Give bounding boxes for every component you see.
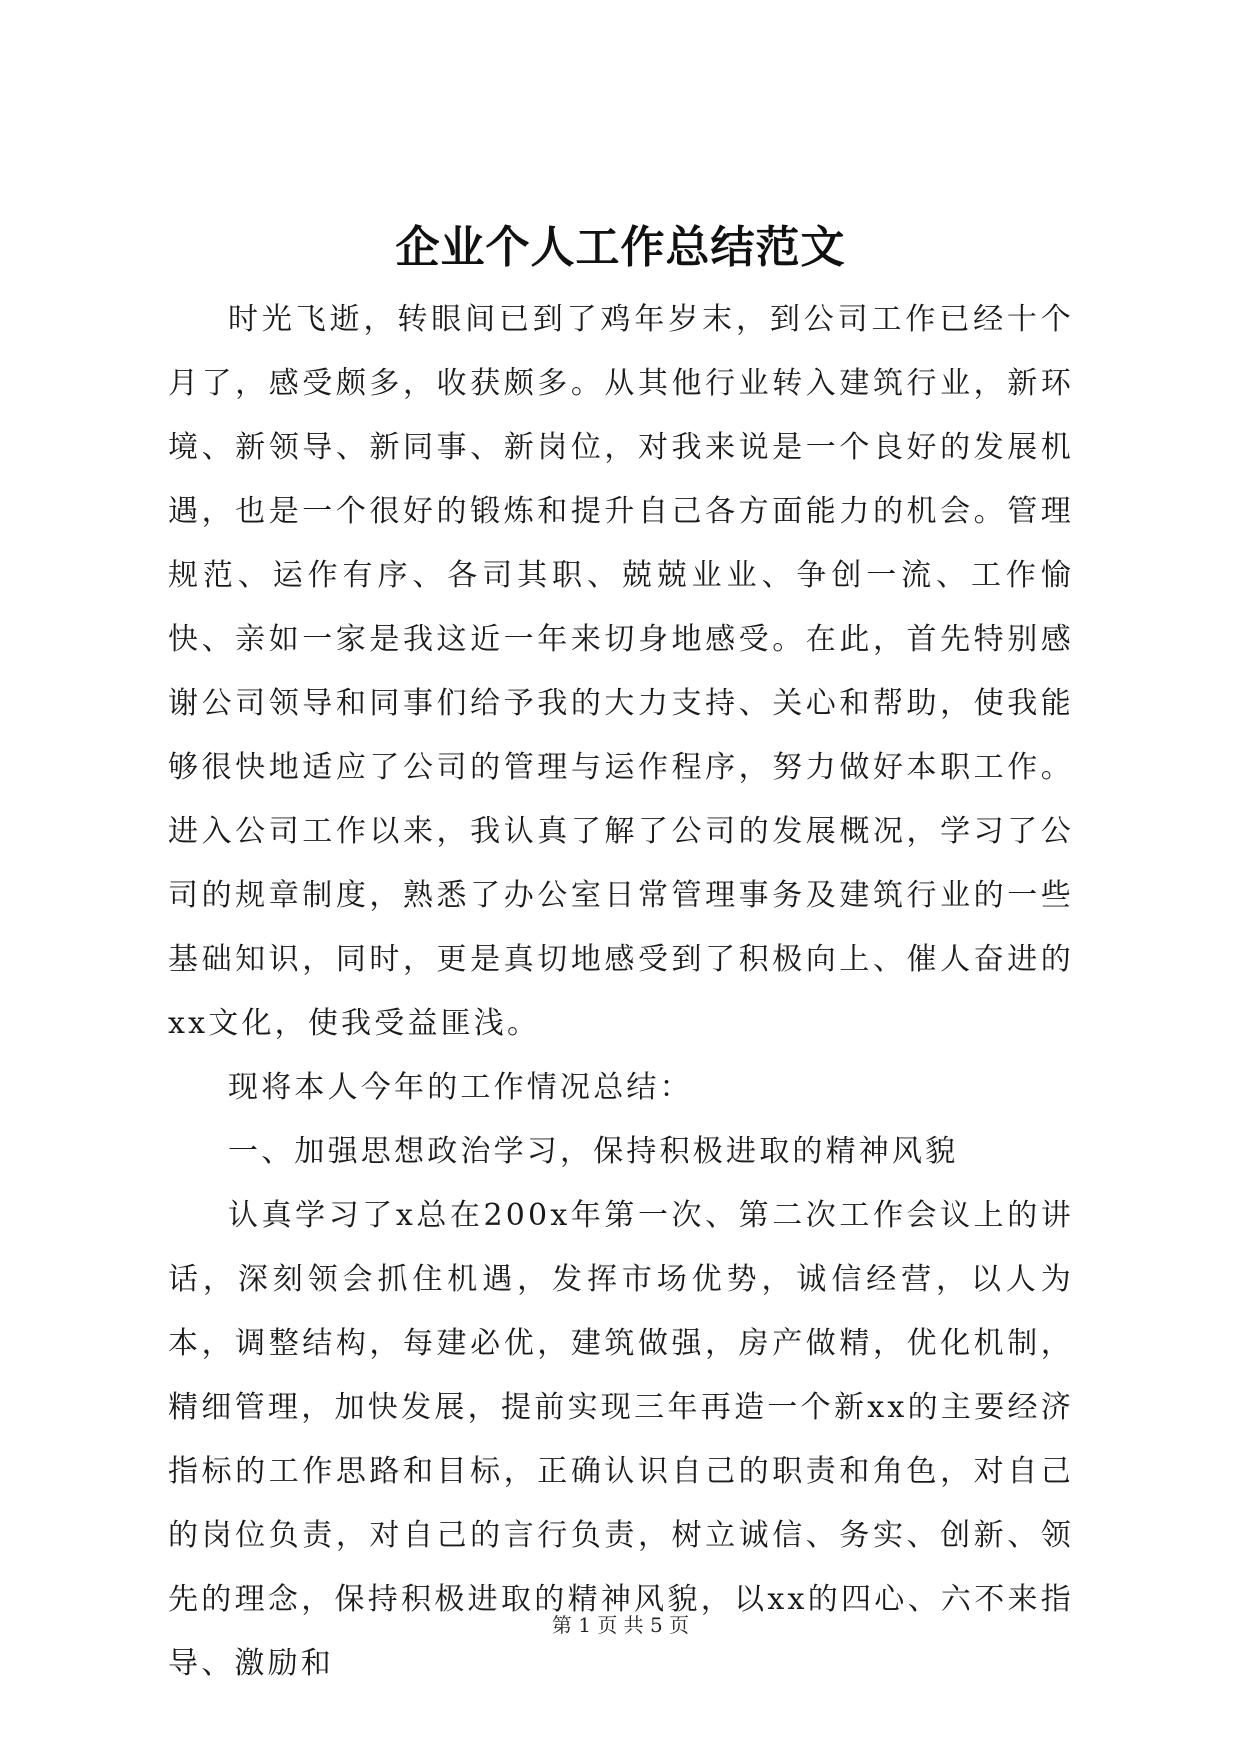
section-heading-1: 一、加强思想政治学习，保持积极进取的精神风貌: [228, 1134, 959, 1169]
paragraph-section-1: 认真学习了x总在200x年第一次、第二次工作会议上的讲话，深刻领会抓住机遇，发挥市场优势，诚信经营，以人为本，调整结构，每建必优，建筑做强，房产做精，优化机制，精细管理，加快发展，提前实现三年再造一个新xx的主要经济指标的工作思路和目标，正确认识自己的职责和角色，对自己的岗位负责，对自己的言行负责，树立诚信、务实、创新、领先的理念，保持积极进取的精神风貌，以xx的四心、六不来指导、激励和: [168, 1198, 1074, 1681]
document-body: [168, 288, 1074, 1696]
paragraph-intro: 时光飞逝，转眼间已到了鸡年岁末，到公司工作已经十个月了，感受颇多，收获颇多。从其他行业转入建筑行业，新环境、新领导、新同事、新岗位，对我来说是一个良好的发展机遇，也是一个很好的锻炼和提升自己各方面能力的机会。管理规范、运作有序、各司其职、兢兢业业、争创一流、工作愉快、亲如一家是我这近一年来切身地感受。在此，首先特别感谢公司领导和同事们给予我的大力支持、关心和帮助，使我能够很快地适应了公司的管理与运作程序，努力做好本职工作。进入公司工作以来，我认真了解了公司的发展概况，学习了公司的规章制度，熟悉了办公室日常管理事务及建筑行业的一些基础知识，同时，更是真切地感受到了积极向上、催人奋进的xx文化，使我受益匪浅。: [168, 302, 1074, 1041]
document-title: 企业个人工作总结范文: [395, 222, 846, 273]
paragraph-summary-lead: 现将本人今年的工作情况总结：: [228, 1070, 693, 1105]
page-footer: 第 1 页 共 5 页: [551, 1613, 690, 1637]
